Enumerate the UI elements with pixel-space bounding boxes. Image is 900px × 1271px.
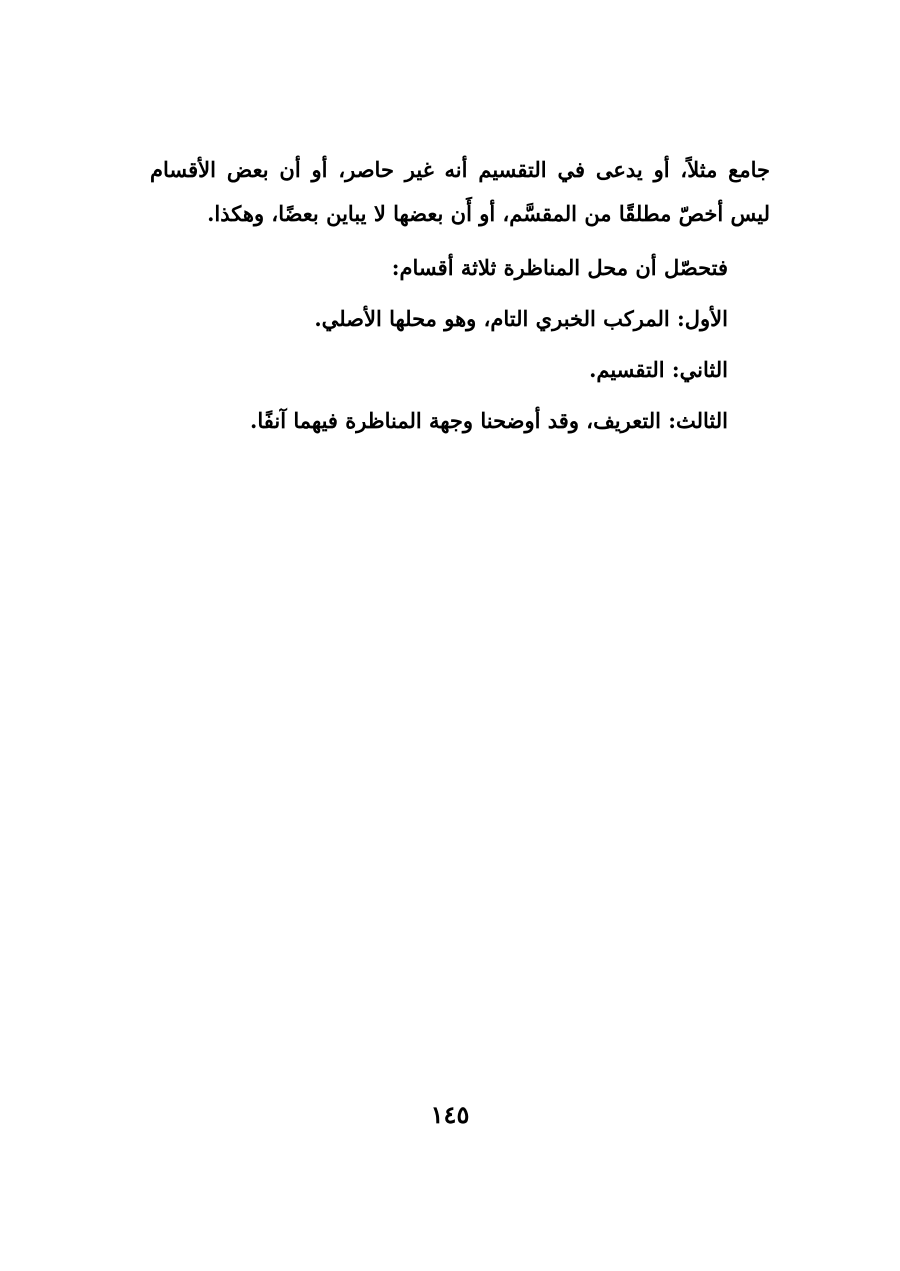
body-text <box>150 148 770 443</box>
paragraph-continuation: جامع مثلاً، أو يدعى في التقسيم أنه غير حاصر، أو أن بعض الأقسام ليس أخصّ مطلقًا من المقسَّم، أو أَن بعضها لا يباين بعضًا، وهكذا. <box>150 157 770 226</box>
page-number: ١٤٥ <box>430 1100 470 1129</box>
paragraph-second-part: الثاني: التقسيم. <box>589 357 728 382</box>
paragraph-third-part: الثالث: التعريف، وقد أوضحنا وجهة المناظرة فيهما آنفًا. <box>250 408 728 433</box>
paragraph-summary: فتحصّل أن محل المناظرة ثلاثة أقسام: <box>391 255 728 280</box>
paragraph-first-part: الأول: المركب الخبري التام، وهو محلها الأصلي. <box>314 306 728 331</box>
